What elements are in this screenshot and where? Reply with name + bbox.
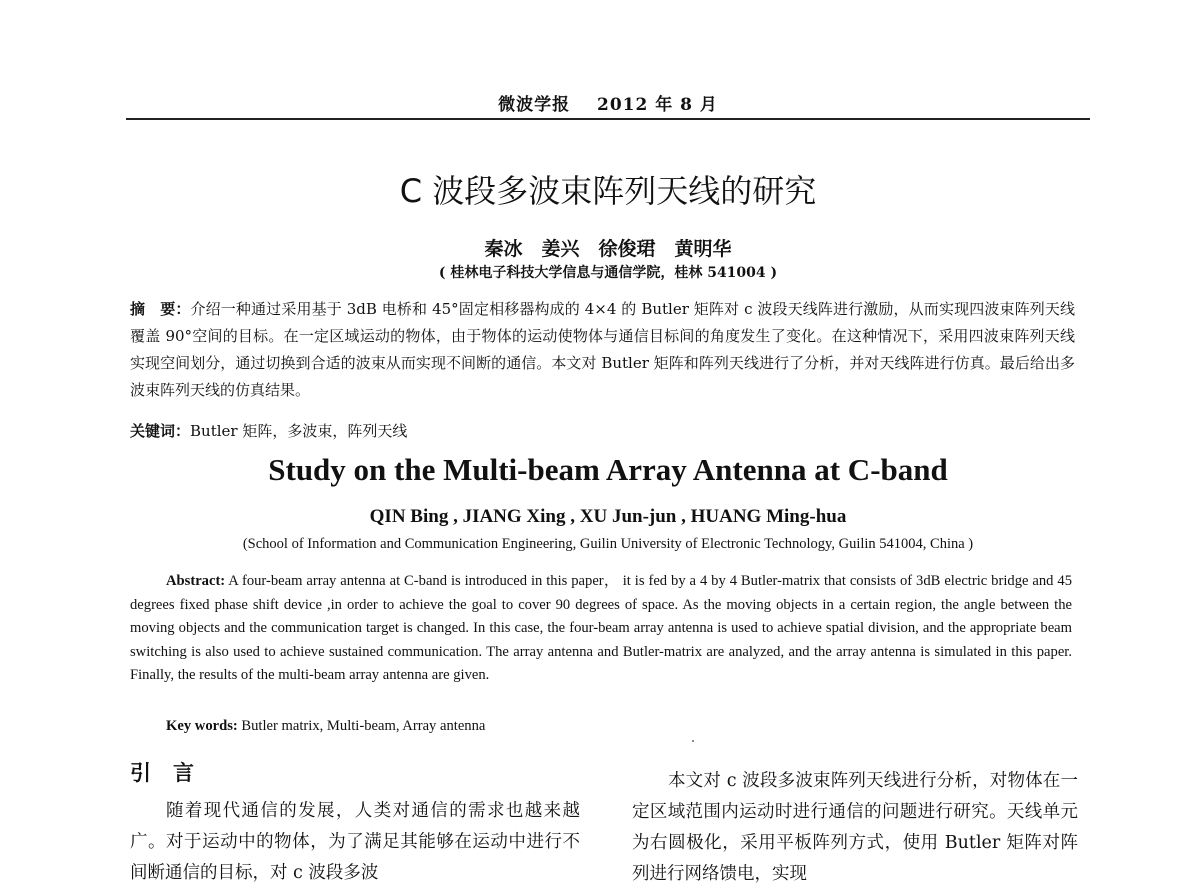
header-rule bbox=[126, 118, 1090, 120]
keywords-cn-label: 关键词： bbox=[130, 422, 191, 440]
title-english: Study on the Multi-beam Array Antenna at C-band bbox=[268, 452, 948, 487]
authors-chinese: 秦冰 姜兴 徐俊珺 黄明华 bbox=[484, 238, 732, 260]
scan-speck bbox=[692, 740, 694, 742]
body-column-right: 本文对 c 波段多波束阵列天线进行分析，对物体在一定区域范围内运动时进行通信的问题进行研究。天线单元为右圆极化，采用平板阵列方式，使用 Butler 矩阵对阵列进行网络馈电，实现 bbox=[632, 771, 1078, 884]
keywords-en-label: Key words: bbox=[166, 718, 238, 734]
section-heading-introduction bbox=[130, 757, 216, 787]
affiliation-chinese: ( 桂林电子科技大学信息与通信学院，桂林 541004 ) bbox=[438, 265, 778, 281]
abstract-en-label: Abstract: bbox=[166, 573, 226, 589]
keywords-chinese bbox=[130, 420, 407, 441]
abstract-cn-label: 摘 要： bbox=[130, 300, 191, 318]
keywords-english bbox=[166, 718, 485, 735]
abstract-cn-text: 介绍一种通过采用基于 3dB 电桥和 45°固定相移器构成的 4×4 的 Butler 矩阵对 c 波段天线阵进行激励，从而实现四波束阵列天线覆盖 90°空间的目标。在一定区域运动的物体，由于物体的运动使物体与通信目标间的角度发生了变化。在这种情况下，采用四波束阵列天线实现空间划分，通过切换到合适的波束从而实现不间断的通信。本文对 Butler 矩阵和阵列天线进行了分析，并对天线阵进行仿真。最后给出多波束阵列天线的仿真结果。 bbox=[130, 300, 1075, 399]
issue-date: 2012 年 8 月 bbox=[597, 95, 718, 115]
body-column-left: 随着现代通信的发展，人类对通信的需求也越来越广。对于运动中的物体，为了满足其能够在运动中进行不间断通信的目标，对 c 波段多波 bbox=[130, 801, 580, 883]
keywords-cn-text: Butler 矩阵，多波束，阵列天线 bbox=[190, 422, 408, 440]
section-heading-char-1: 引 bbox=[130, 761, 151, 785]
authors-english: QIN Bing , JIANG Xing , XU Jun-jun , HUANG Ming-hua bbox=[369, 506, 847, 527]
affiliation-english: (School of Information and Communication Engineering, Guilin University of Electronic Technology, Guilin 541004, China ) bbox=[242, 536, 974, 552]
running-header bbox=[126, 90, 1090, 114]
journal-name: 微波学报 bbox=[498, 95, 571, 115]
section-heading-char-2: 言 bbox=[173, 761, 194, 785]
keywords-en-text: Butler matrix, Multi-beam, Array antenna bbox=[237, 718, 486, 734]
abstract-chinese bbox=[130, 296, 1075, 404]
title-chinese: C 波段多波束阵列天线的研究 bbox=[399, 172, 817, 210]
abstract-en-text: A four-beam array antenna at C-band is introduced in this paper， it is fed by a 4 by 4 Butler-matrix that consists of 3dB electric bridge and 45 degrees fixed phase shift device ,in order to achieve the goal to cover 90 degrees of space. As the moving objects in a certain region, the angle between the moving objects and the communication target is changed. In this case, the four-beam array antenna is used to achieve spatial division, and the appropriate beam switching is also used to achieve sustained communication. The array antenna and Butler-matrix are analyzed, and the array antenna is simulated in this paper. Finally, the results of the multi-beam array antenna are given. bbox=[130, 573, 1072, 683]
abstract-english bbox=[130, 570, 1072, 688]
